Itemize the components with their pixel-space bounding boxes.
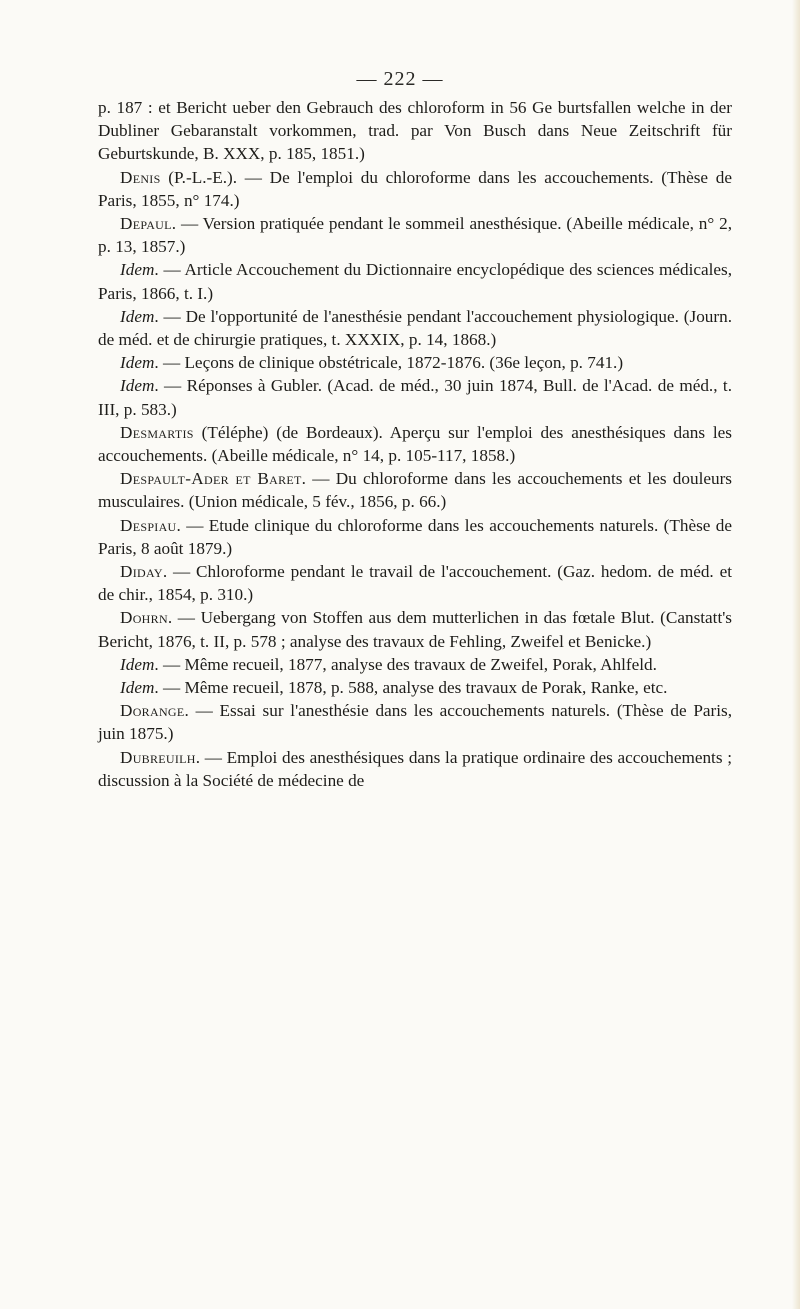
entry-author: Despault-Ader et Baret (120, 469, 302, 489)
entry-text: . — Essai sur l'anesthésie dans les accouchements naturels. (Thèse de Paris, juin 1875.) (98, 701, 732, 744)
entry-text: . — Réponses à Gubler. (Acad. de méd., 30 juin 1874, Bull. de l'Acad. de méd., t. III, p. 583.) (98, 376, 732, 419)
entry-author: Idem (120, 260, 155, 280)
bibliography-list (98, 96, 732, 792)
page-number: — 222 — (356, 68, 444, 90)
entry-author: Depaul (120, 214, 172, 234)
entry-author: Despiau (120, 515, 177, 535)
entry-author: Dorange (120, 701, 185, 721)
entry-text: (P.-L.-E.). — De l'emploi du chloroforme dans les accouchements. (Thèse de Paris, 1855, n° 174.) (98, 167, 732, 210)
bibliography-entry (98, 305, 732, 351)
entry-text: . — Chloroforme pendant le travail de l'accouchement. (Gaz. hedom. de méd. et de chir., 1854, p. 310.) (98, 562, 732, 605)
entry-text: . — Même recueil, 1878, p. 588, analyse des travaux de Porak, Ranke, etc. (154, 678, 668, 698)
entry-text: . — Emploi des anesthésiques dans la pratique ordinaire des accouchements ; discussion à la Société de médecine de (98, 747, 732, 790)
bibliography-entry (98, 374, 732, 420)
entry-author: Desmartis (120, 422, 194, 442)
entry-text: p. 187 : et Bericht ueber den Gebrauch des chloroform in 56 Ge burtsfallen welche in der Dubliner Gebaranstalt vorkommen, trad. par Von Busch dans Neue Zeitschrift für Geburtskunde, B. XXX, p. 185, 1851.) (98, 98, 732, 164)
bibliography-entry (98, 166, 732, 212)
entry-author: Idem (120, 353, 155, 373)
entry-author: Denis (120, 167, 161, 187)
entry-author: Dubreuilh (120, 747, 196, 767)
entry-text: . — Leçons de clinique obstétricale, 1872-1876. (36e leçon, p. 741.) (154, 353, 624, 373)
bibliography-entry (98, 746, 732, 792)
entry-text: . — Version pratiquée pendant le sommeil anesthésique. (Abeille médicale, n° 2, p. 13, 1857.) (98, 214, 732, 257)
entry-text: . — Même recueil, 1877, analyse des travaux de Zweifel, Porak, Ahlfeld. (154, 654, 657, 674)
entry-author: Idem (120, 376, 155, 396)
entry-text: . — Uebergang von Stoffen aus dem mutterlichen in das fœtale Blut. (Canstatt's Bericht, 1876, t. II, p. 578 ; analyse des travaux de Fehling, Zweifel et Benicke.) (98, 608, 732, 651)
entry-text: . — Etude clinique du chloroforme dans les accouchements naturels. (Thèse de Paris, 8 août 1879.) (98, 515, 732, 558)
bibliography-entry (98, 351, 732, 374)
bibliography-entry (98, 421, 732, 467)
entry-author: Idem (120, 654, 155, 674)
entry-author: Idem (120, 306, 155, 326)
bibliography-entry (98, 560, 732, 606)
entry-text: . — Du chloroforme dans les accouchements et les douleurs musculaires. (Union médicale, 5 fév., 1856, p. 66.) (98, 469, 732, 512)
entry-author: Idem (120, 678, 155, 698)
bibliography-entry (98, 653, 732, 676)
entry-author: Diday (120, 562, 163, 582)
entry-text: (Téléphe) (de Bordeaux). Aperçu sur l'emploi des anesthésiques dans les accouchements. (Abeille médicale, n° 14, p. 105-117, 1858.) (98, 422, 732, 466)
bibliography-entry (98, 676, 732, 699)
entry-author: Dohrn (120, 608, 168, 628)
bibliography-entry (98, 467, 732, 513)
bibliography-entry (98, 606, 732, 652)
bibliography-entry (98, 96, 732, 166)
page-edge-shadow (792, 0, 800, 1309)
entry-text: . — Article Accouchement du Dictionnaire encyclopédique des sciences médicales, Paris, 1866, t. I.) (98, 260, 732, 303)
bibliography-entry (98, 258, 732, 304)
bibliography-entry (98, 514, 732, 560)
entry-text: . — De l'opportunité de l'anesthésie pendant l'accouchement physiologique. (Journ. de méd. et de chirurgie pratiques, t. XXXIX, p. 14, 1868.) (98, 306, 732, 350)
bibliography-entry (98, 212, 732, 258)
bibliography-entry (98, 699, 732, 745)
